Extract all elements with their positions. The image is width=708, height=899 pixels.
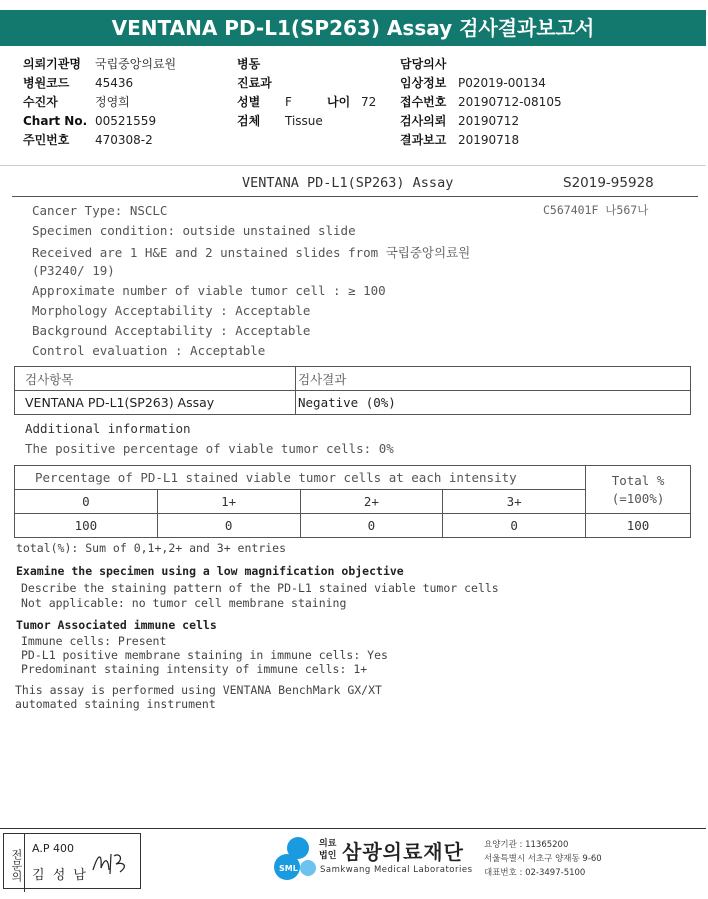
- intensity-header: 1+: [157, 490, 300, 514]
- field-value: 470308-2: [95, 133, 153, 147]
- report-title: VENTANA PD-L1(SP263) Assay 검사결과보고서: [0, 10, 706, 46]
- age-value: 72: [361, 95, 377, 109]
- report-line: (P3240/ 19): [32, 263, 115, 278]
- header-divider: [0, 165, 706, 166]
- report-line: Specimen condition: outside unstained slide: [32, 223, 356, 238]
- total-header: [586, 466, 691, 514]
- report-line: Background Acceptability : Acceptable: [32, 323, 311, 338]
- report-line: Approximate number of viable tumor cell : ≥ 100: [32, 283, 386, 298]
- field-label: 담당의사: [400, 57, 447, 71]
- field-label: Chart No.: [23, 114, 88, 128]
- report-divider: [12, 196, 698, 197]
- header-item: 검사항목: [15, 367, 296, 391]
- field-value: 45436: [95, 76, 134, 90]
- org-tag-1: 의료: [319, 839, 337, 849]
- doctor-name: 김 성 남: [32, 868, 88, 883]
- immune-line: Immune cells: Present: [21, 634, 167, 648]
- result-value: Negative (0%): [296, 391, 691, 415]
- intensity-header: 2+: [300, 490, 443, 514]
- total-label: Total %: [611, 472, 665, 488]
- field-label: 검사의뢰: [400, 114, 447, 128]
- sml-logo-icon: [268, 834, 318, 886]
- report-line: Received are 1 H&E and 2 unstained slides from 국립중앙의료원: [32, 245, 471, 260]
- intensity-value: 100: [15, 514, 158, 538]
- field-value: 20190718: [458, 133, 520, 147]
- field-value: 정영희: [95, 95, 130, 109]
- org-info-line: 대표번호 : 02-3497-5100: [484, 868, 586, 878]
- immune-title: Tumor Associated immune cells: [16, 618, 217, 632]
- field-label: 결과보고: [400, 133, 447, 147]
- total-label-sub: (=100%): [611, 490, 665, 506]
- additional-text: The positive percentage of viable tumor cells: 0%: [25, 441, 394, 456]
- org-info: [484, 838, 602, 880]
- report-line: Morphology Acceptability : Acceptable: [32, 303, 311, 318]
- signature-box: [3, 833, 141, 889]
- assay-name: VENTANA PD-L1(SP263) Assay: [242, 175, 454, 191]
- dept-label: 진료과: [237, 76, 272, 90]
- field-value: 국립중앙의료원: [95, 57, 177, 71]
- field-value: 00521559: [95, 114, 157, 128]
- header-col1: [23, 55, 176, 150]
- specialist-label: 전문의: [4, 834, 25, 892]
- field-label: 임상정보: [400, 76, 447, 90]
- instrument-line: automated staining instrument: [15, 697, 216, 711]
- org-info-line: 요양기관 : 11365200: [484, 840, 569, 850]
- additional-title: Additional information: [25, 421, 191, 436]
- org-tag: [319, 838, 336, 862]
- ward-label: 병동: [237, 57, 261, 71]
- low-mag-title: Examine the specimen using a low magnification objective: [16, 564, 404, 578]
- intensity-header: 3+: [443, 490, 586, 514]
- org-tag-2: 법인: [319, 851, 337, 861]
- ap-number: A.P 400: [32, 842, 74, 855]
- result-item: VENTANA PD-L1(SP263) Assay: [15, 391, 296, 415]
- field-label: 수진자: [23, 95, 58, 109]
- immune-line: Predominant staining intensity of immune cells: 1+: [21, 662, 368, 676]
- block-number: C567401F 나567나: [543, 203, 649, 217]
- field-label: 의뢰기관명: [23, 57, 81, 71]
- report-line: Cancer Type: NSCLC: [32, 203, 168, 218]
- low-mag-line: Describe the staining pattern of the PD-L1 stained viable tumor cells: [21, 581, 499, 595]
- sex-value: F: [285, 95, 292, 109]
- signature-mark: [90, 848, 134, 878]
- low-mag-line: Not applicable: no tumor cell membrane staining: [21, 596, 347, 610]
- intensity-caption: Percentage of PD-L1 stained viable tumor cells at each intensity: [15, 466, 586, 490]
- sex-label: 성별: [237, 95, 261, 109]
- org-name: 삼광의료재단: [342, 840, 464, 864]
- field-label: 접수번호: [400, 95, 447, 109]
- age-label: 나이: [327, 95, 351, 109]
- header-col3: [400, 55, 562, 150]
- logo-text: SML: [279, 864, 298, 873]
- report-number: S2019-95928: [563, 175, 654, 191]
- total-note: total(%): Sum of 0,1+,2+ and 3+ entries: [16, 541, 287, 555]
- result-table: [14, 366, 691, 415]
- footer-divider: [0, 828, 706, 829]
- report-line: Control evaluation : Acceptable: [32, 343, 266, 358]
- intensity-header: 0: [15, 490, 158, 514]
- org-name-en: Samkwang Medical Laboratories: [320, 865, 473, 875]
- field-label: 병원코드: [23, 76, 70, 90]
- intensity-value: 0: [157, 514, 300, 538]
- org-info-line: 서울특별시 서초구 양재동 9-60: [484, 854, 602, 864]
- header-result: 검사결과: [296, 367, 691, 391]
- total-value: 100: [586, 514, 691, 538]
- intensity-table: [14, 465, 691, 538]
- field-label: 주민번호: [23, 133, 70, 147]
- header-col2: [237, 55, 376, 131]
- field-value: 20190712: [458, 114, 520, 128]
- specimen-label: 검체: [237, 114, 261, 128]
- instrument-line: This assay is performed using VENTANA BenchMark GX/XT: [15, 683, 382, 697]
- intensity-value: 0: [443, 514, 586, 538]
- intensity-value: 0: [300, 514, 443, 538]
- field-value: 20190712-08105: [458, 95, 562, 109]
- immune-line: PD-L1 positive membrane staining in immune cells: Yes: [21, 648, 388, 662]
- specimen-value: Tissue: [285, 114, 323, 128]
- field-value: P02019-00134: [458, 76, 546, 90]
